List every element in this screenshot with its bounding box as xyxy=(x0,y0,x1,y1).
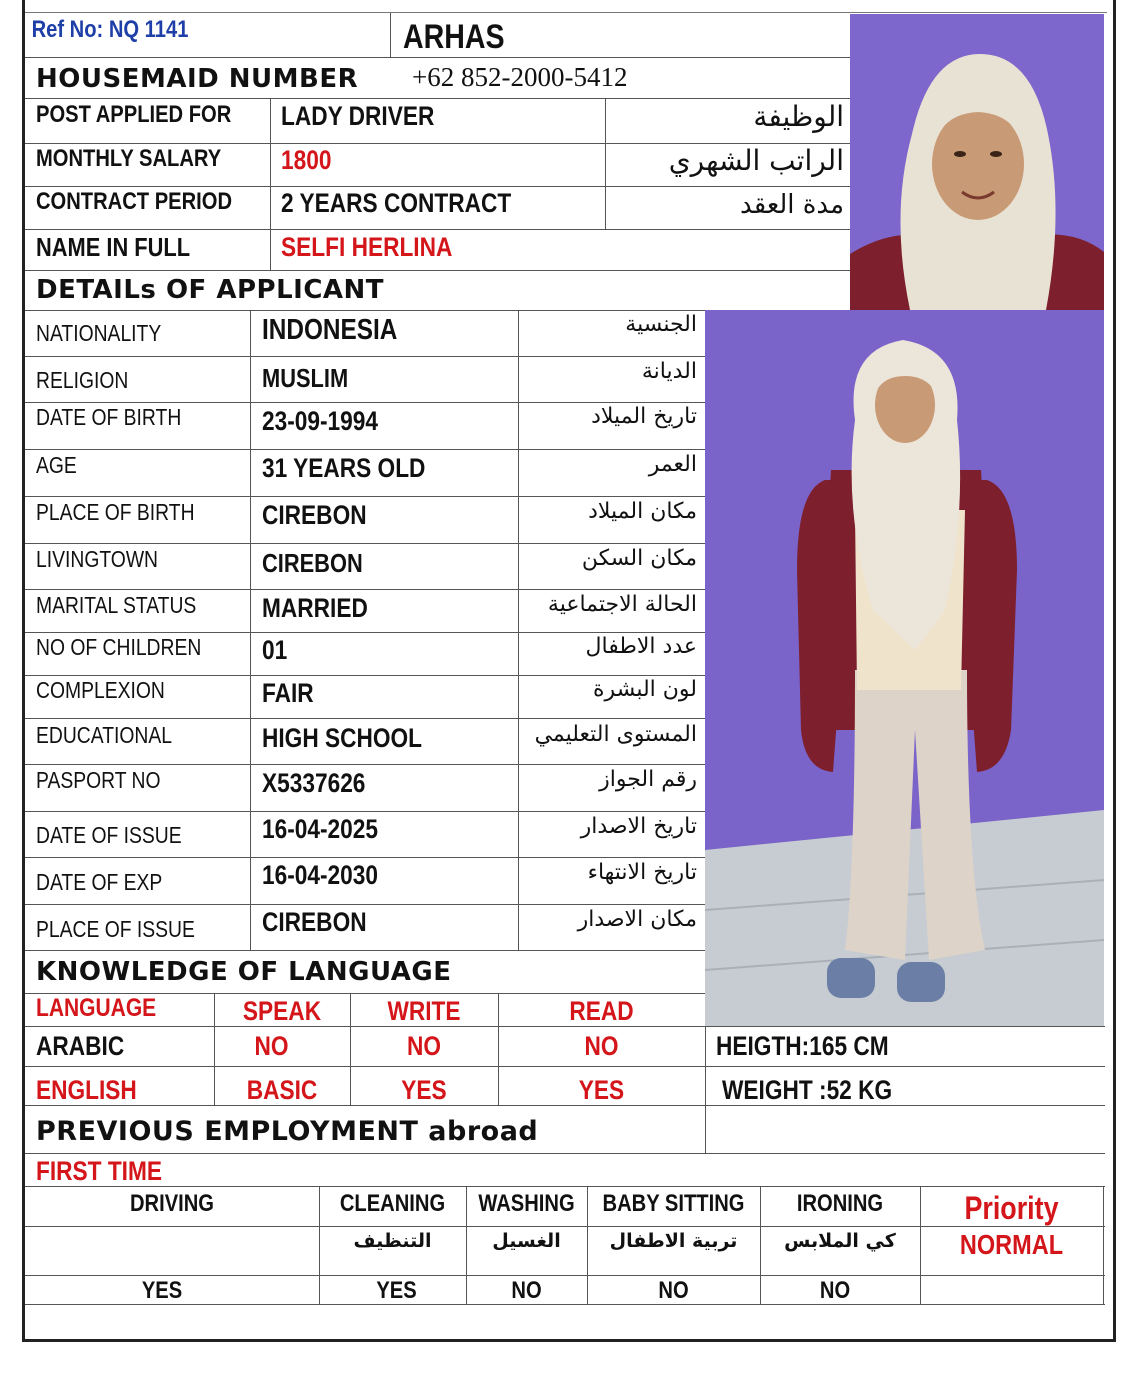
skill-arabic-ironing: كي الملابس xyxy=(784,1230,896,1252)
detail-label: MARITAL STATUS xyxy=(36,592,197,618)
detail-value: X5337626 xyxy=(262,768,366,798)
language-heading: KNOWLEDGE OF LANGUAGE xyxy=(36,957,452,987)
lang-english-write: YES xyxy=(401,1075,447,1105)
weight-value: WEIGHT :52 KG xyxy=(722,1075,893,1105)
detail-label: RELIGION xyxy=(36,367,129,393)
salary-arabic: الراتب الشهري xyxy=(668,144,844,177)
detail-label: PASPORT NO xyxy=(36,767,161,793)
skill-arabic-washing: الغسيل xyxy=(492,1230,561,1252)
detail-value: MARRIED xyxy=(262,593,368,623)
detail-value: 01 xyxy=(262,635,288,665)
skill-header-driving: DRIVING xyxy=(129,1190,214,1217)
detail-value: CIREBON xyxy=(262,500,367,530)
detail-arabic: تاريخ الانتهاء xyxy=(587,860,697,885)
portrait-photo xyxy=(850,14,1104,310)
skill-value-ironing: NO xyxy=(819,1277,851,1304)
housemaid-number-label: HOUSEMAID NUMBER xyxy=(36,64,359,94)
previous-employment-heading: PREVIOUS EMPLOYMENT abroad xyxy=(36,1116,539,1147)
lang-header-write: WRITE xyxy=(387,996,461,1026)
details-heading: DETAILs OF APPLICANT xyxy=(36,275,385,305)
detail-value: 23-09-1994 xyxy=(262,406,379,436)
height-value: HEIGTH:165 CM xyxy=(716,1031,889,1061)
detail-arabic: الحالة الاجتماعية xyxy=(547,592,697,617)
detail-label: AGE xyxy=(36,452,77,478)
detail-value: 16-04-2030 xyxy=(262,860,379,890)
detail-arabic: الديانة xyxy=(641,359,697,384)
previous-employment-value: FIRST TIME xyxy=(36,1156,162,1186)
post-value: LADY DRIVER xyxy=(281,101,435,131)
lang-header-language: LANGUAGE xyxy=(36,994,157,1022)
fullname-label: NAME IN FULL xyxy=(36,232,191,262)
post-label: POST APPLIED FOR xyxy=(36,101,232,128)
skill-value-cleaning: YES xyxy=(376,1277,417,1304)
detail-value: MUSLIM xyxy=(262,363,349,393)
detail-label: NO OF CHILDREN xyxy=(36,634,202,660)
detail-arabic: المستوى التعليمي xyxy=(534,722,697,747)
detail-label: PLACE OF BIRTH xyxy=(36,499,195,525)
detail-value: FAIR xyxy=(262,678,314,708)
detail-label: PLACE OF ISSUE xyxy=(36,916,195,942)
detail-arabic: تاريخ الميلاد xyxy=(591,404,697,429)
skill-header-cleaning: CLEANING xyxy=(339,1190,446,1217)
lang-arabic-label: ARABIC xyxy=(36,1031,125,1061)
lang-arabic-write: NO xyxy=(406,1031,442,1061)
detail-arabic: لون البشرة xyxy=(593,677,697,702)
full-body-photo xyxy=(705,310,1104,1027)
lang-header-read: READ xyxy=(569,996,634,1026)
skill-header-babysitting: BABY SITTING xyxy=(602,1190,745,1217)
agency-name: ARHAS xyxy=(403,18,505,56)
detail-label: DATE OF EXP xyxy=(36,869,163,895)
detail-value: 16-04-2025 xyxy=(262,814,379,844)
priority-label: Priority xyxy=(964,1190,1059,1226)
detail-arabic: العمر xyxy=(648,452,697,477)
skill-header-ironing: IRONING xyxy=(796,1190,884,1217)
detail-value: INDONESIA xyxy=(262,314,398,346)
detail-label: NATIONALITY xyxy=(36,320,162,346)
detail-arabic: مكان السكن xyxy=(581,546,697,571)
lang-english-label: ENGLISH xyxy=(36,1075,137,1105)
lang-header-speak: SPEAK xyxy=(242,996,322,1026)
contract-label: CONTRACT PERIOD xyxy=(36,188,233,215)
skill-value-babysitting: NO xyxy=(658,1277,689,1304)
detail-label: COMPLEXION xyxy=(36,677,165,703)
salary-label: MONTHLY SALARY xyxy=(36,145,222,172)
lang-arabic-speak: NO xyxy=(254,1031,289,1061)
detail-arabic: الجنسية xyxy=(625,312,697,337)
detail-label: DATE OF BIRTH xyxy=(36,404,182,430)
detail-arabic: عدد الاطفال xyxy=(585,634,697,659)
ref-number: Ref No: NQ 1141 xyxy=(31,16,189,43)
skill-arabic-cleaning: التنظيف xyxy=(353,1230,432,1252)
fullname-value: SELFI HERLINA xyxy=(281,232,453,262)
detail-label: LIVINGTOWN xyxy=(36,546,159,572)
contract-value: 2 YEARS CONTRACT xyxy=(281,188,512,218)
detail-arabic: مكان الميلاد xyxy=(588,499,697,524)
skill-arabic-babysitting: تربية الاطفال xyxy=(609,1230,738,1252)
detail-label: DATE OF ISSUE xyxy=(36,822,182,848)
detail-value: CIREBON xyxy=(262,548,363,578)
contract-arabic: مدة العقد xyxy=(740,190,844,220)
detail-value: HIGH SCHOOL xyxy=(262,723,423,753)
phone-number: +62 852-2000-5412 xyxy=(412,62,628,92)
post-arabic: الوظيفة xyxy=(753,100,844,133)
skill-value-driving: YES xyxy=(141,1277,183,1304)
detail-label: EDUCATIONAL xyxy=(36,722,172,748)
detail-arabic: مكان الاصدار xyxy=(577,907,697,932)
salary-value: 1800 xyxy=(281,145,332,175)
lang-english-speak: BASIC xyxy=(246,1075,318,1105)
detail-value: CIREBON xyxy=(262,907,367,937)
detail-arabic: رقم الجواز xyxy=(599,767,697,792)
skill-header-washing: WASHING xyxy=(478,1190,575,1217)
detail-arabic: تاريخ الاصدار xyxy=(580,814,697,839)
lang-english-read: YES xyxy=(578,1075,625,1105)
priority-value: NORMAL xyxy=(959,1229,1064,1260)
detail-value: 31 YEARS OLD xyxy=(262,453,426,483)
skill-value-washing: NO xyxy=(511,1277,542,1304)
lang-arabic-read: NO xyxy=(584,1031,619,1061)
